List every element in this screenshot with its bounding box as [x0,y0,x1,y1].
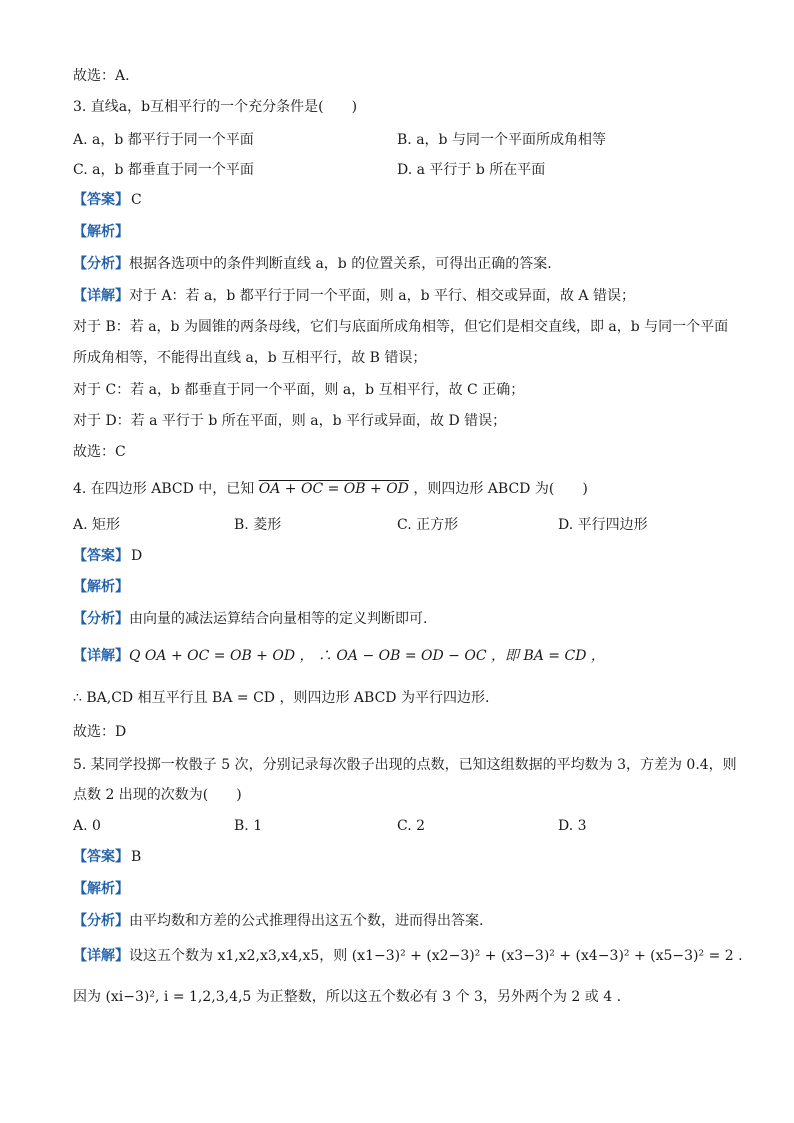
q5-fenxi-line [73,911,483,931]
xiangjie-tag: 【 详解 】 [73,948,129,964]
q3-detail-line-4: 对于 C：若 a，b 都垂直于同一个平面，则 a，b 互相平行，故 C 正确； [73,382,525,398]
q4-stem-post: ，则四边形 ABCD 为( ) [413,481,588,497]
q5-stem-line-2: 点数 2 出现的次数为( ) [73,787,242,803]
q4-conclusion: 故选：D [73,724,127,740]
q4-option-d: D. 平行四边形 [558,517,648,533]
q4-option-c: C. 正方形 [397,517,459,533]
q5-analysis-line [73,879,129,899]
q5-option-a: A. 0 [73,818,101,834]
q3-conclusion: 故选：C [73,444,126,460]
q4-detail-line-1 [73,646,605,666]
q5-stem-line-1: 5. 某同学投掷一枚骰子 5 次，分别记录每次骰子出现的点数，已知这组数据的平均数为 3，方差为 0.4，则 [73,757,737,773]
q5-option-b: B. 1 [234,818,263,834]
q3-answer-line [73,190,142,210]
q4-fenxi: 由向量的减法运算结合向量相等的定义判断即可. [129,611,428,627]
q5-answer: B [131,849,142,865]
q3-analysis-line [73,222,129,242]
q4-detail-math: Q OA + OC = OB + OD ， ∴ OA − OB = OD − OC ，即 BA = CD ， [129,648,605,664]
answer-tag: 【 答案 】 [73,548,129,564]
q5-option-c: C. 2 [397,818,426,834]
answer-tag: 【 答案 】 [73,849,129,865]
q3-option-d: D. a 平行于 b 所在平面 [397,162,546,178]
q3-option-b: B. a，b 与同一个平面所成角相等 [397,132,606,148]
q3-detail-line-1 [73,286,635,306]
q4-stem [73,479,588,499]
q4-vector-equation: OA + OC = OB + OD [258,481,409,497]
q3-option-a: A. a，b 都平行于同一个平面 [73,132,254,148]
q3-detail-line-5: 对于 D：若 a 平行于 b 所在平面，则 a，b 平行或异面，故 D 错误； [73,413,507,429]
analysis-tag: 【 解析 】 [73,224,129,240]
prev-conclusion: 故选：A. [73,68,130,84]
q5-detail-math: 设这五个数为 x1,x2,x3,x4,x5，则 (x1−3)² + (x2−3)² + (x3−3)² + (x4−3)² + (x5−3)² = 2 . [129,948,743,964]
q5-answer-line [73,847,141,867]
q4-stem-pre: 4. 在四边形 ABCD 中，已知 [73,481,255,497]
q4-answer-line [73,546,142,566]
q4-detail-line-2: ∴ BA,CD 相互平行且 BA = CD ，则四边形 ABCD 为平行四边形. [73,690,490,706]
q3-fenxi: 根据各选项中的条件判断直线 a，b 的位置关系，可得出正确的答案. [129,256,552,272]
analysis-tag: 【 解析 】 [73,881,129,897]
q5-option-d: D. 3 [558,818,587,834]
fenxi-tag: 【 分析 】 [73,256,129,272]
q3-detail-text: 对于 A：若 a，b 都平行于同一个平面，则 a，b 平行、相交或异面，故 A 错误； [129,288,635,304]
q3-detail-line-2: 对于 B：若 a，b 为圆锥的两条母线，它们与底面所成角相等，但它们是相交直线，即 a，b 与同一个平面 [73,319,729,335]
q3-option-c: C. a，b 都垂直于同一个平面 [73,162,254,178]
q4-option-b: B. 菱形 [234,517,282,533]
q3-detail-line-3: 所成角相等，不能得出直线 a，b 互相平行，故 B 错误； [73,350,427,366]
q3-answer: C [131,192,142,208]
fenxi-tag: 【 分析 】 [73,611,129,627]
q4-answer: D [131,548,143,564]
q5-detail-line-2: 因为 (xi−3)², i = 1,2,3,4,5 为正整数，所以这五个数必有 3 个 3，另外两个为 2 或 4 . [73,989,622,1005]
answer-tag: 【 答案 】 [73,192,129,208]
fenxi-tag: 【 分析 】 [73,913,129,929]
xiangjie-tag: 【 详解 】 [73,288,129,304]
q3-fenxi-line [73,254,552,274]
q4-option-a: A. 矩形 [73,517,121,533]
xiangjie-tag: 【 详解 】 [73,648,129,664]
q4-analysis-line [73,577,129,597]
q3-stem: 3. 直线a，b互相平行的一个充分条件是( ) [73,99,358,115]
q5-detail-line-1 [73,946,743,966]
q5-fenxi: 由平均数和方差的公式推理得出这五个数，进而得出答案. [129,913,484,929]
q4-fenxi-line [73,609,427,629]
analysis-tag: 【 解析 】 [73,579,129,595]
